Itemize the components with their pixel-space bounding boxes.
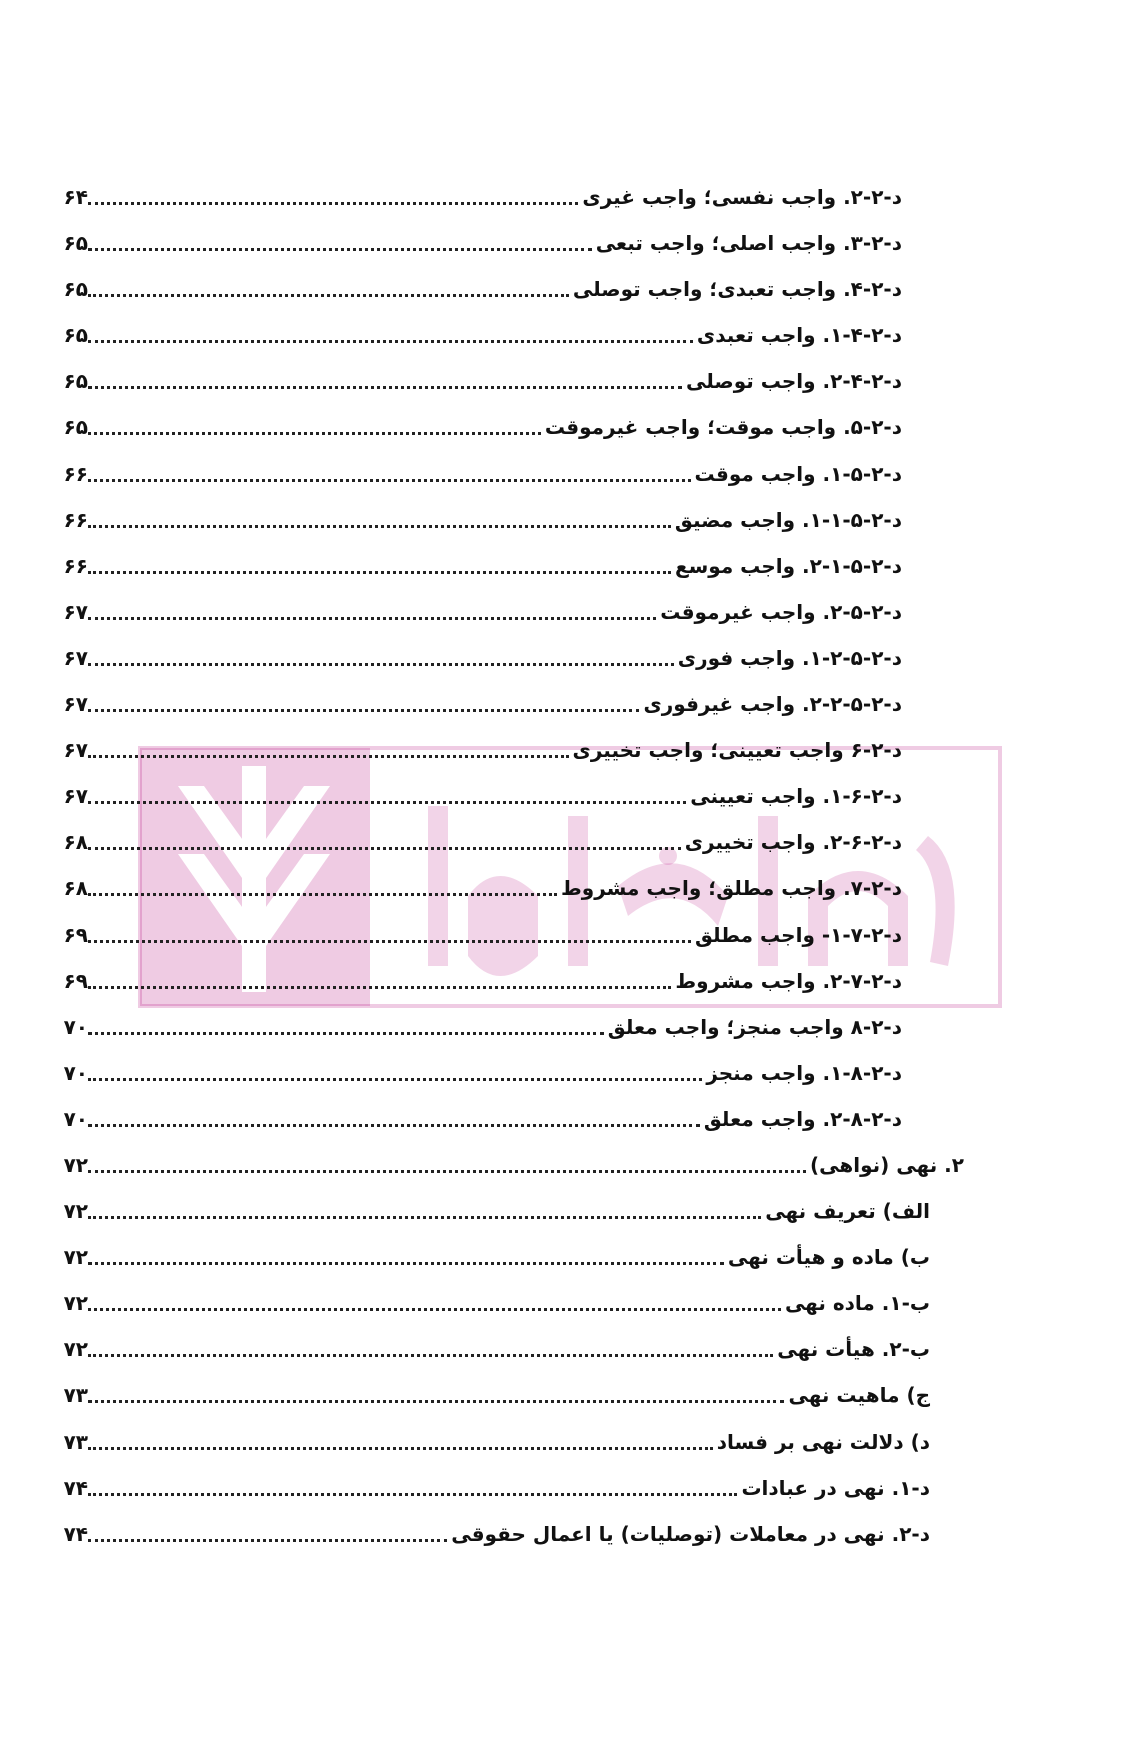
toc-entry[interactable]: [0, 1151, 1142, 1197]
toc-entry-page-number: ۶۸: [63, 876, 88, 901]
toc-entry[interactable]: [0, 736, 1142, 782]
toc-entry-title: د-۲-۶-۲. واجب تخییری: [684, 830, 902, 855]
toc-entry-title: ب-۲. هیأت نهی: [777, 1337, 930, 1362]
toc-entry-page-number: ۷۲: [63, 1337, 88, 1362]
toc-entry-title: د-۲. نهی در معاملات (توصلیات) یا اعمال حقوقی: [451, 1521, 930, 1546]
toc-entry-title: د-۲-۵-۲. واجب غیرموقت: [660, 599, 902, 624]
dot-leader: [88, 1243, 724, 1265]
dot-leader: [88, 782, 686, 804]
toc-entry[interactable]: [0, 598, 1142, 644]
toc-entry-title: ج) ماهیت نهی: [788, 1383, 930, 1408]
toc-entry-page-number: ۷۲: [63, 1152, 88, 1177]
dot-leader: [88, 690, 639, 712]
toc-entry-page-number: ۶۶: [63, 553, 88, 578]
toc-entry-title: د-۲-۴-۱. واجب تعبدی: [696, 323, 902, 348]
toc-entry-page-number: ۶۷: [63, 692, 88, 717]
toc-entry[interactable]: [0, 183, 1142, 229]
toc-entry-page-number: ۷۴: [63, 1475, 88, 1500]
toc-entry-page-number: ۶۵: [63, 369, 88, 394]
dot-leader: [88, 229, 592, 251]
toc-entry-page-number: ۷۰: [63, 1106, 88, 1131]
toc-entry[interactable]: [0, 1520, 1142, 1566]
toc-entry[interactable]: [0, 229, 1142, 275]
toc-entry-title: ب-۱. ماده نهی: [784, 1291, 930, 1316]
toc-entry-title: د) دلالت نهی بر فساد: [716, 1429, 930, 1454]
dot-leader: [88, 921, 691, 943]
toc-entry[interactable]: [0, 874, 1142, 920]
toc-entry[interactable]: [0, 552, 1142, 598]
toc-entry-title: د-۲-۸-۱. واجب منجز: [706, 1060, 902, 1085]
toc-entry-page-number: ۷۳: [63, 1383, 88, 1408]
toc-entry-page-number: ۶۷: [63, 599, 88, 624]
toc-entry-title: د-۲-۵-۲-۲. واجب غیرفوری: [643, 692, 902, 717]
toc-entry[interactable]: [0, 367, 1142, 413]
toc-entry-page-number: ۷۲: [63, 1291, 88, 1316]
dot-leader: [88, 736, 569, 758]
toc-entry-page-number: ۷۲: [63, 1199, 88, 1224]
dot-leader: [88, 1197, 761, 1219]
toc-entry-page-number: ۶۵: [63, 323, 88, 348]
toc-entry-title: د-۲-۲. واجب نفسی؛ واجب غیری: [582, 185, 902, 209]
toc-entry[interactable]: [0, 506, 1142, 552]
toc-entry[interactable]: [0, 921, 1142, 967]
toc-entry-page-number: ۷۲: [63, 1245, 88, 1270]
toc-entry-page-number: ۶۵: [63, 277, 88, 302]
toc-entry-title: د-۲-۴. واجب تعبدی؛ واجب توصلی: [572, 277, 902, 302]
toc-entry-title: د-۲-۵-۱-۱. واجب مضیق: [674, 507, 902, 532]
toc-entry[interactable]: [0, 1335, 1142, 1381]
toc-entry[interactable]: [0, 1197, 1142, 1243]
toc-entry-page-number: ۶۹: [63, 922, 88, 947]
dot-leader: [88, 1335, 773, 1357]
toc-entry-page-number: ۷۰: [63, 1014, 88, 1039]
toc-entry-page-number: ۶۷: [63, 738, 88, 763]
toc-entry[interactable]: [0, 321, 1142, 367]
toc-entry-title: د-۲-۷-۱- واجب مطلق: [694, 922, 902, 947]
toc-entry-page-number: ۷۴: [63, 1521, 88, 1546]
toc-entry[interactable]: [0, 828, 1142, 874]
toc-entry[interactable]: [0, 782, 1142, 828]
dot-leader: [88, 1105, 700, 1127]
dot-leader: [88, 874, 557, 896]
toc-entry-title: د-۲-۳. واجب اصلی؛ واجب تبعی: [595, 231, 902, 256]
toc-entry[interactable]: [0, 460, 1142, 506]
dot-leader: [88, 413, 541, 435]
dot-leader: [88, 1151, 806, 1173]
dot-leader: [88, 1289, 781, 1311]
dot-leader: [88, 460, 691, 482]
toc-entry[interactable]: [0, 967, 1142, 1013]
dot-leader: [88, 1428, 713, 1450]
dot-leader: [88, 1013, 604, 1035]
toc-entry-page-number: ۶۶: [63, 507, 88, 532]
toc-entry[interactable]: [0, 1243, 1142, 1289]
dot-leader: [88, 275, 569, 297]
toc-entry-page-number: ۶۷: [63, 645, 88, 670]
dot-leader: [88, 506, 671, 528]
toc-entry-title: د-۱. نهی در عبادات: [741, 1475, 930, 1500]
toc-entry-page-number: ۶۷: [63, 784, 88, 809]
toc-entry-title: د-۲-۶-۱. واجب تعیینی: [690, 784, 902, 809]
toc-entry-title: د-۲-۵-۱. واجب موقت: [694, 461, 902, 486]
dot-leader: [88, 367, 682, 389]
dot-leader: [88, 183, 578, 205]
toc-entry[interactable]: [0, 275, 1142, 321]
toc-entry[interactable]: [0, 1289, 1142, 1335]
toc-entry-page-number: ۷۰: [63, 1060, 88, 1085]
toc-entry-page-number: ۶۹: [63, 968, 88, 993]
toc-entry-title: د-۲-۶ واجب تعیینی؛ واجب تخییری: [572, 738, 902, 763]
toc-entry-title: ۲. نهی (نواهی): [810, 1152, 964, 1177]
toc-entry-title: د-۲-۵. واجب موقت؛ واجب غیرموقت: [544, 415, 902, 440]
toc-entry-page-number: ۶۵: [63, 415, 88, 440]
toc-entry[interactable]: [0, 1428, 1142, 1474]
toc-entry-title: د-۲-۵-۲-۱. واجب فوری: [677, 645, 902, 670]
dot-leader: [88, 321, 693, 343]
dot-leader: [88, 1059, 702, 1081]
toc-entry[interactable]: [0, 690, 1142, 736]
toc-entry[interactable]: [0, 644, 1142, 690]
toc-entry-title: د-۲-۸ واجب منجز؛ واجب معلق: [607, 1014, 902, 1039]
toc-entry[interactable]: [0, 1381, 1142, 1427]
toc-entry-page-number: ۶۸: [63, 830, 88, 855]
toc-entry[interactable]: [0, 413, 1142, 459]
dot-leader: [88, 552, 671, 574]
toc-entry[interactable]: [0, 1059, 1142, 1105]
dot-leader: [88, 828, 681, 850]
toc-entry-title: الف) تعریف نهی: [765, 1199, 930, 1224]
toc-entry-title: ب) ماده و هیأت نهی: [727, 1245, 930, 1270]
toc-entry-title: د-۲-۷-۲. واجب مشروط: [675, 968, 902, 993]
toc-entry[interactable]: [0, 1474, 1142, 1520]
dot-leader: [88, 1474, 737, 1496]
toc-entry-title: د-۲-۴-۲. واجب توصلی: [685, 369, 902, 394]
toc-entry-title: د-۲-۷. واجب مطلق؛ واجب مشروط: [561, 876, 902, 901]
toc-entry-title: د-۲-۵-۱-۲. واجب موسع: [674, 553, 902, 578]
dot-leader: [88, 598, 656, 620]
toc-entry-page-number: ۶۶: [63, 461, 88, 486]
table-of-contents: [0, 183, 1142, 1566]
dot-leader: [88, 644, 674, 666]
toc-entry[interactable]: [0, 1013, 1142, 1059]
toc-entry-page-number: ۶۴: [63, 185, 88, 209]
toc-entry-page-number: ۷۳: [63, 1429, 88, 1454]
toc-entry-title: د-۲-۸-۲. واجب معلق: [703, 1106, 902, 1131]
dot-leader: [88, 1520, 447, 1542]
toc-entry[interactable]: [0, 1105, 1142, 1151]
dot-leader: [88, 967, 671, 989]
toc-entry-page-number: ۶۵: [63, 231, 88, 256]
dot-leader: [88, 1381, 784, 1403]
